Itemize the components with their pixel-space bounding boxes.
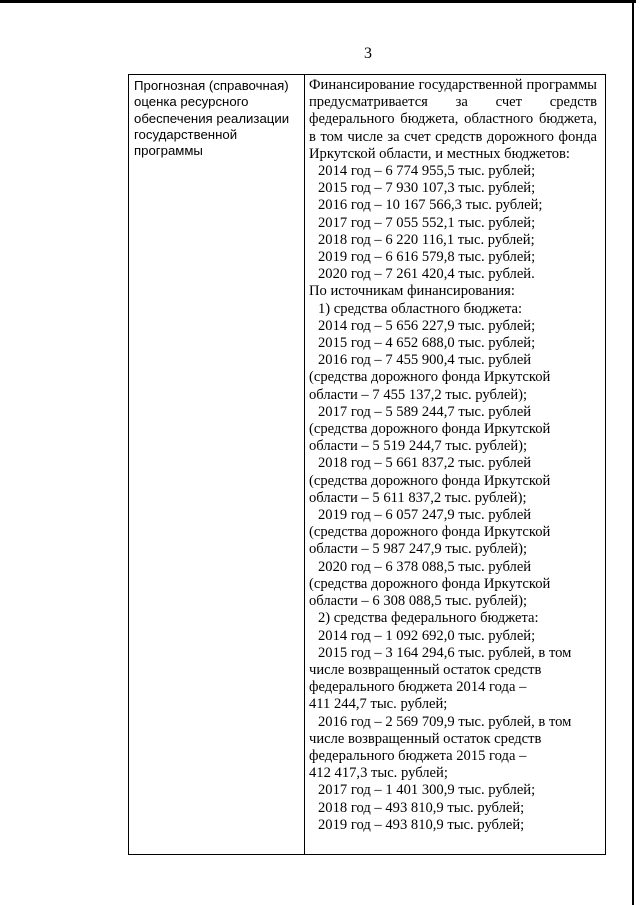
road-fund-line: области – 7 455 137,2 тыс. рублей); [309,386,528,403]
scan-top-border [0,0,636,3]
scan-right-border [632,0,634,905]
year-line: 2018 год – 5 661 837,2 тыс. рублей [318,455,532,472]
resource-table [128,74,606,855]
year-line: 2016 год – 7 455 900,4 тыс. рублей [318,352,532,369]
remainder-line: 411 244,7 тыс. рублей; [309,696,448,713]
year-line: 2019 год – 6 057 247,9 тыс. рублей [318,507,532,524]
year-line: 2014 год – 6 774 955,5 тыс. рублей; [318,163,536,180]
page-number: 3 [364,45,372,62]
year-line: 2017 год – 7 055 552,1 тыс. рублей; [318,214,536,231]
remainder-line: 412 417,3 тыс. рублей; [309,765,448,782]
subsection-heading: 2) средства федерального бюджета: [318,610,539,627]
year-line: 2019 год – 6 616 579,8 тыс. рублей; [318,249,536,266]
year-line: 2015 год – 7 930 107,3 тыс. рублей; [318,180,536,197]
road-fund-line: (средства дорожного фонда Иркутской [309,524,551,541]
year-line: 2015 год – 3 164 294,6 тыс. рублей, в том [318,644,572,661]
table-cell-label [129,75,305,854]
year-line: 2015 год – 4 652 688,0 тыс. рублей; [318,335,536,352]
resource-label-text: Прогнозная (справочная) оценка ресурсного обеспечения реализации государственной программы [134,78,290,159]
year-line: 2020 год – 7 261 420,4 тыс. рублей. [318,266,535,283]
remainder-line: федерального бюджета 2015 года – [309,747,527,764]
year-line: 2014 год – 5 656 227,9 тыс. рублей; [318,317,536,334]
year-line: 2019 год – 493 810,9 тыс. рублей; [318,816,525,833]
road-fund-line: (средства дорожного фонда Иркутской [309,421,551,438]
road-fund-line: области – 5 987 247,9 тыс. рублей); [309,541,528,558]
financing-intro: Финансирование государственной программы предусматривается за счет средств федерального бюджета, областного бюджета, в том числе за счет средств дорожного фонда Иркутской области, и местных бюджетов: [309,77,597,162]
road-fund-line: области – 5 519 244,7 тыс. рублей); [309,438,528,455]
year-line: 2016 год – 10 167 566,3 тыс. рублей; [318,197,543,214]
section-heading: По источникам финансирования: [309,283,515,300]
road-fund-line: (средства дорожного фонда Иркутской [309,369,551,386]
road-fund-line: (средства дорожного фонда Иркутской [309,472,551,489]
remainder-line: числе возвращенный остаток средств [309,730,542,747]
subsection-heading: 1) средства областного бюджета: [318,300,523,317]
year-line: 2018 год – 6 220 116,1 тыс. рублей; [318,231,535,248]
remainder-line: числе возвращенный остаток средств [309,661,542,678]
year-line: 2014 год – 1 092 692,0 тыс. рублей; [318,627,536,644]
remainder-line: федерального бюджета 2014 года – [309,679,527,696]
road-fund-line: области – 5 611 837,2 тыс. рублей); [309,489,527,506]
road-fund-line: (средства дорожного фонда Иркутской [309,575,551,592]
table-cell-content [305,75,605,854]
road-fund-line: области – 6 308 088,5 тыс. рублей); [309,593,528,610]
year-line: 2017 год – 5 589 244,7 тыс. рублей [318,403,532,420]
year-line: 2017 год – 1 401 300,9 тыс. рублей; [318,782,536,799]
year-line: 2020 год – 6 378 088,5 тыс. рублей [318,558,532,575]
year-line: 2018 год – 493 810,9 тыс. рублей; [318,799,525,816]
year-line: 2016 год – 2 569 709,9 тыс. рублей, в том [318,713,572,730]
